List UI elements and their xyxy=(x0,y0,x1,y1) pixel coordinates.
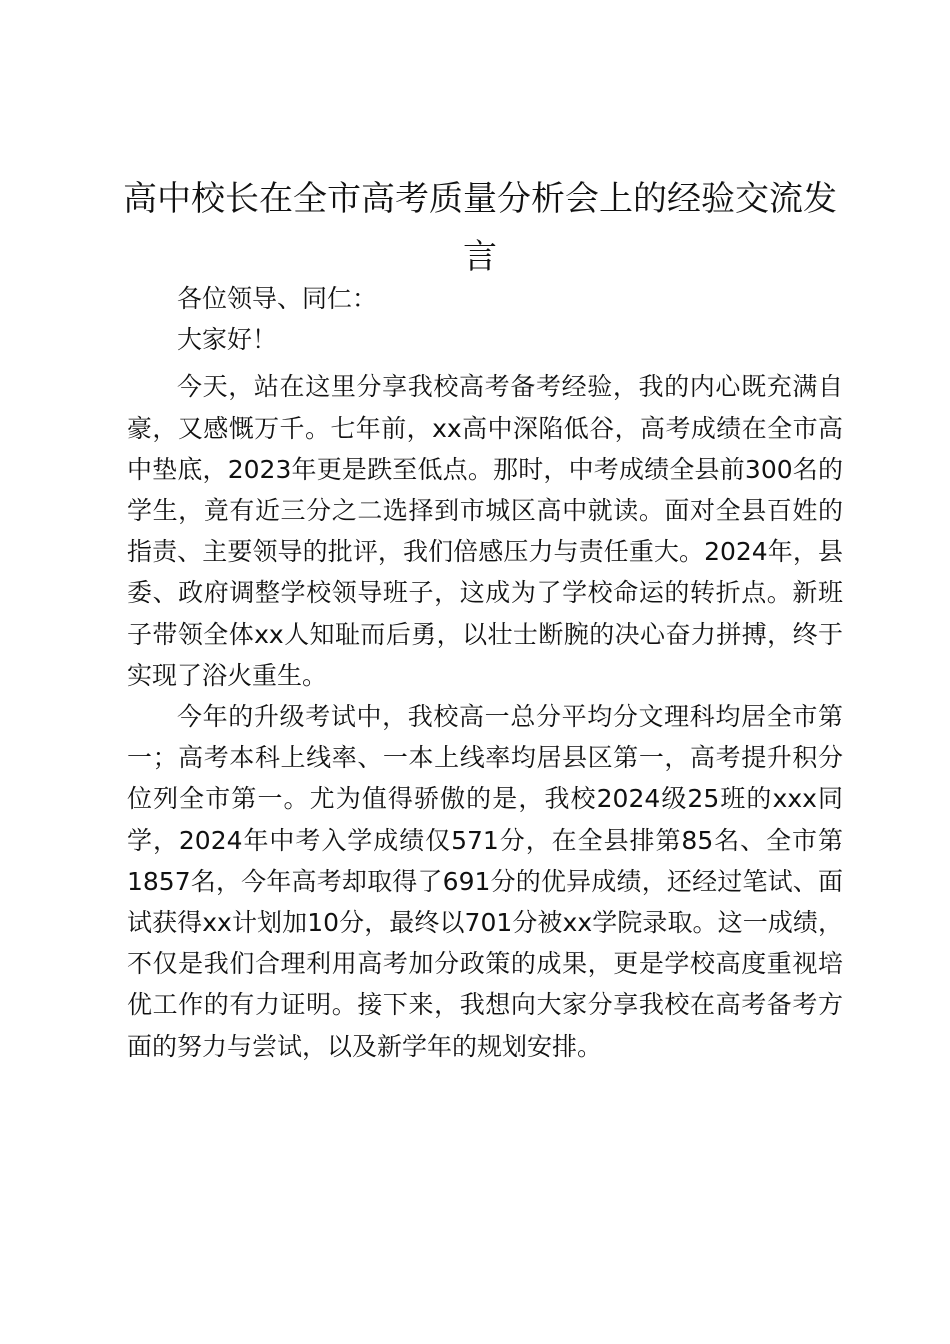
body-paragraph: 今天，站在这里分享我校高考备考经验，我的内心既充满自豪，又感慨万千。七年前，xx高中深陷低谷，高考成绩在全市高中垫底，2023年更是跌至低点。那时，中考成绩全县前300名的学生，竟有近三分之二选择到市城区高中就读。面对全县百姓的指责、主要领导的批评，我们倍感压力与责任重大。2024年，县委、政府调整学校领导班子，这成为了学校命运的转折点。新班子带领全体xx人知耻而后勇，以壮士断腕的决心奋力拼搏，终于实现了浴火重生。 xyxy=(127,372,843,690)
document-body xyxy=(127,278,843,1067)
document-title: 高中校长在全市高考质量分析会上的经验交流发言 xyxy=(123,179,837,277)
salutation: 各位领导、同仁： xyxy=(177,284,378,313)
body-paragraph: 今年的升级考试中，我校高一总分平均分文理科均居全市第一；高考本科上线率、一本上线率均居县区第一，高考提升积分位列全市第一。尤为值得骄傲的是，我校2024级25班的xxx同学，2024年中考入学成绩仅571分，在全县排第85名、全市第1857名，今年高考却取得了691分的优异成绩，还经过笔试、面试获得xx计划加10分，最终以701分被xx学院录取。这一成绩，不仅是我们合理利用高考加分政策的成果，更是学校高度重视培优工作的有力证明。接下来，我想向大家分享我校在高考备考方面的努力与尝试，以及新学年的规划安排。 xyxy=(127,702,843,1061)
greeting: 大家好！ xyxy=(177,325,278,355)
